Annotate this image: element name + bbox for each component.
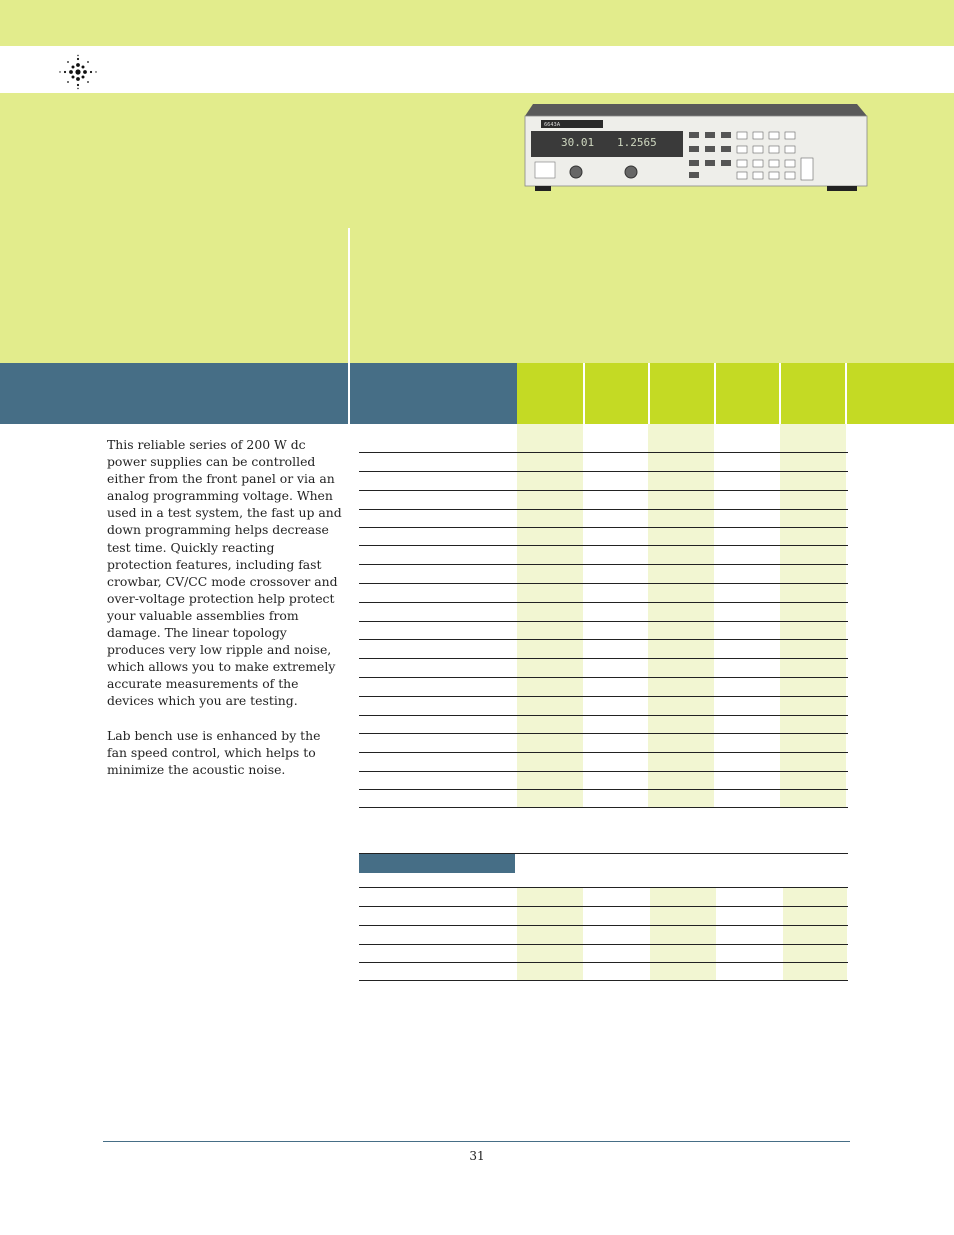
header-column-separator (779, 363, 781, 424)
product-display-voltage: 30.01 (561, 136, 595, 149)
table-row-rule (359, 639, 848, 640)
table-row-rule (359, 583, 848, 584)
table-row-rule (359, 715, 848, 716)
header-column-separator (648, 363, 650, 424)
table-row-rule (359, 752, 848, 753)
table-row-rule (359, 807, 848, 808)
table-row-rule (359, 925, 848, 926)
table-row-rule (359, 658, 848, 659)
table-row-rule (359, 771, 848, 772)
table-row-rule (359, 602, 848, 603)
sub-table-header (359, 854, 515, 873)
table-shaded-column (648, 424, 714, 808)
table-row-rule (359, 887, 848, 888)
header-gap (348, 363, 350, 424)
sub-table-shaded-column (517, 888, 583, 981)
description-paragraph: Lab bench use is enhanced by the fan speed control, which helps to minimize the acoustic noise. (107, 727, 321, 777)
product-description (107, 436, 343, 795)
table-row-rule (359, 696, 848, 697)
table-row-rule (359, 490, 848, 491)
table-row-rule (359, 980, 848, 981)
table-row-rule (359, 677, 848, 678)
logo-band (0, 46, 954, 93)
page-number: 31 (469, 1149, 485, 1163)
header-column-separator (845, 363, 847, 424)
footer-rule (103, 1141, 850, 1142)
description-paragraph: This reliable series of 200 W dc power supplies can be controlled either from the front panel or via an analog programming voltage. When used in a test system, the fast up and down programming helps decrease test time. Quickly reacting protection features, including fast crowbar, CV/CC mode crossover and over-voltage protection help protect your valuable assemblies from damage. The linear topology produces very low ripple and noise, which allows you to make extremely accurate measurements of the devices which you are testing. (107, 437, 342, 709)
product-model-label: 6643A (544, 122, 561, 128)
table-shaded-column (517, 424, 583, 808)
table-row-rule (359, 509, 848, 510)
product-display-current: 1.2565 (617, 136, 657, 149)
table-row-rule (359, 471, 848, 472)
agilent-spark-logo-icon (58, 54, 98, 90)
header-column-separator (583, 363, 585, 424)
table-row-rule (359, 733, 848, 734)
table-row-rule (359, 545, 848, 546)
table-row-rule (359, 906, 848, 907)
table-row-rule (359, 452, 848, 453)
power-supply-product-image (521, 98, 869, 194)
table-shaded-column (780, 424, 846, 808)
table-row-rule (359, 527, 848, 528)
top-color-band (0, 0, 954, 46)
table-header-bar (0, 363, 517, 424)
sub-table-shaded-column (783, 888, 847, 981)
table-row-rule (359, 962, 848, 963)
table-row-rule (359, 944, 848, 945)
header-column-separator (714, 363, 716, 424)
table-row-rule (359, 564, 848, 565)
table-row-rule (359, 621, 848, 622)
table-row-rule (359, 789, 848, 790)
sub-table-shaded-column (650, 888, 716, 981)
